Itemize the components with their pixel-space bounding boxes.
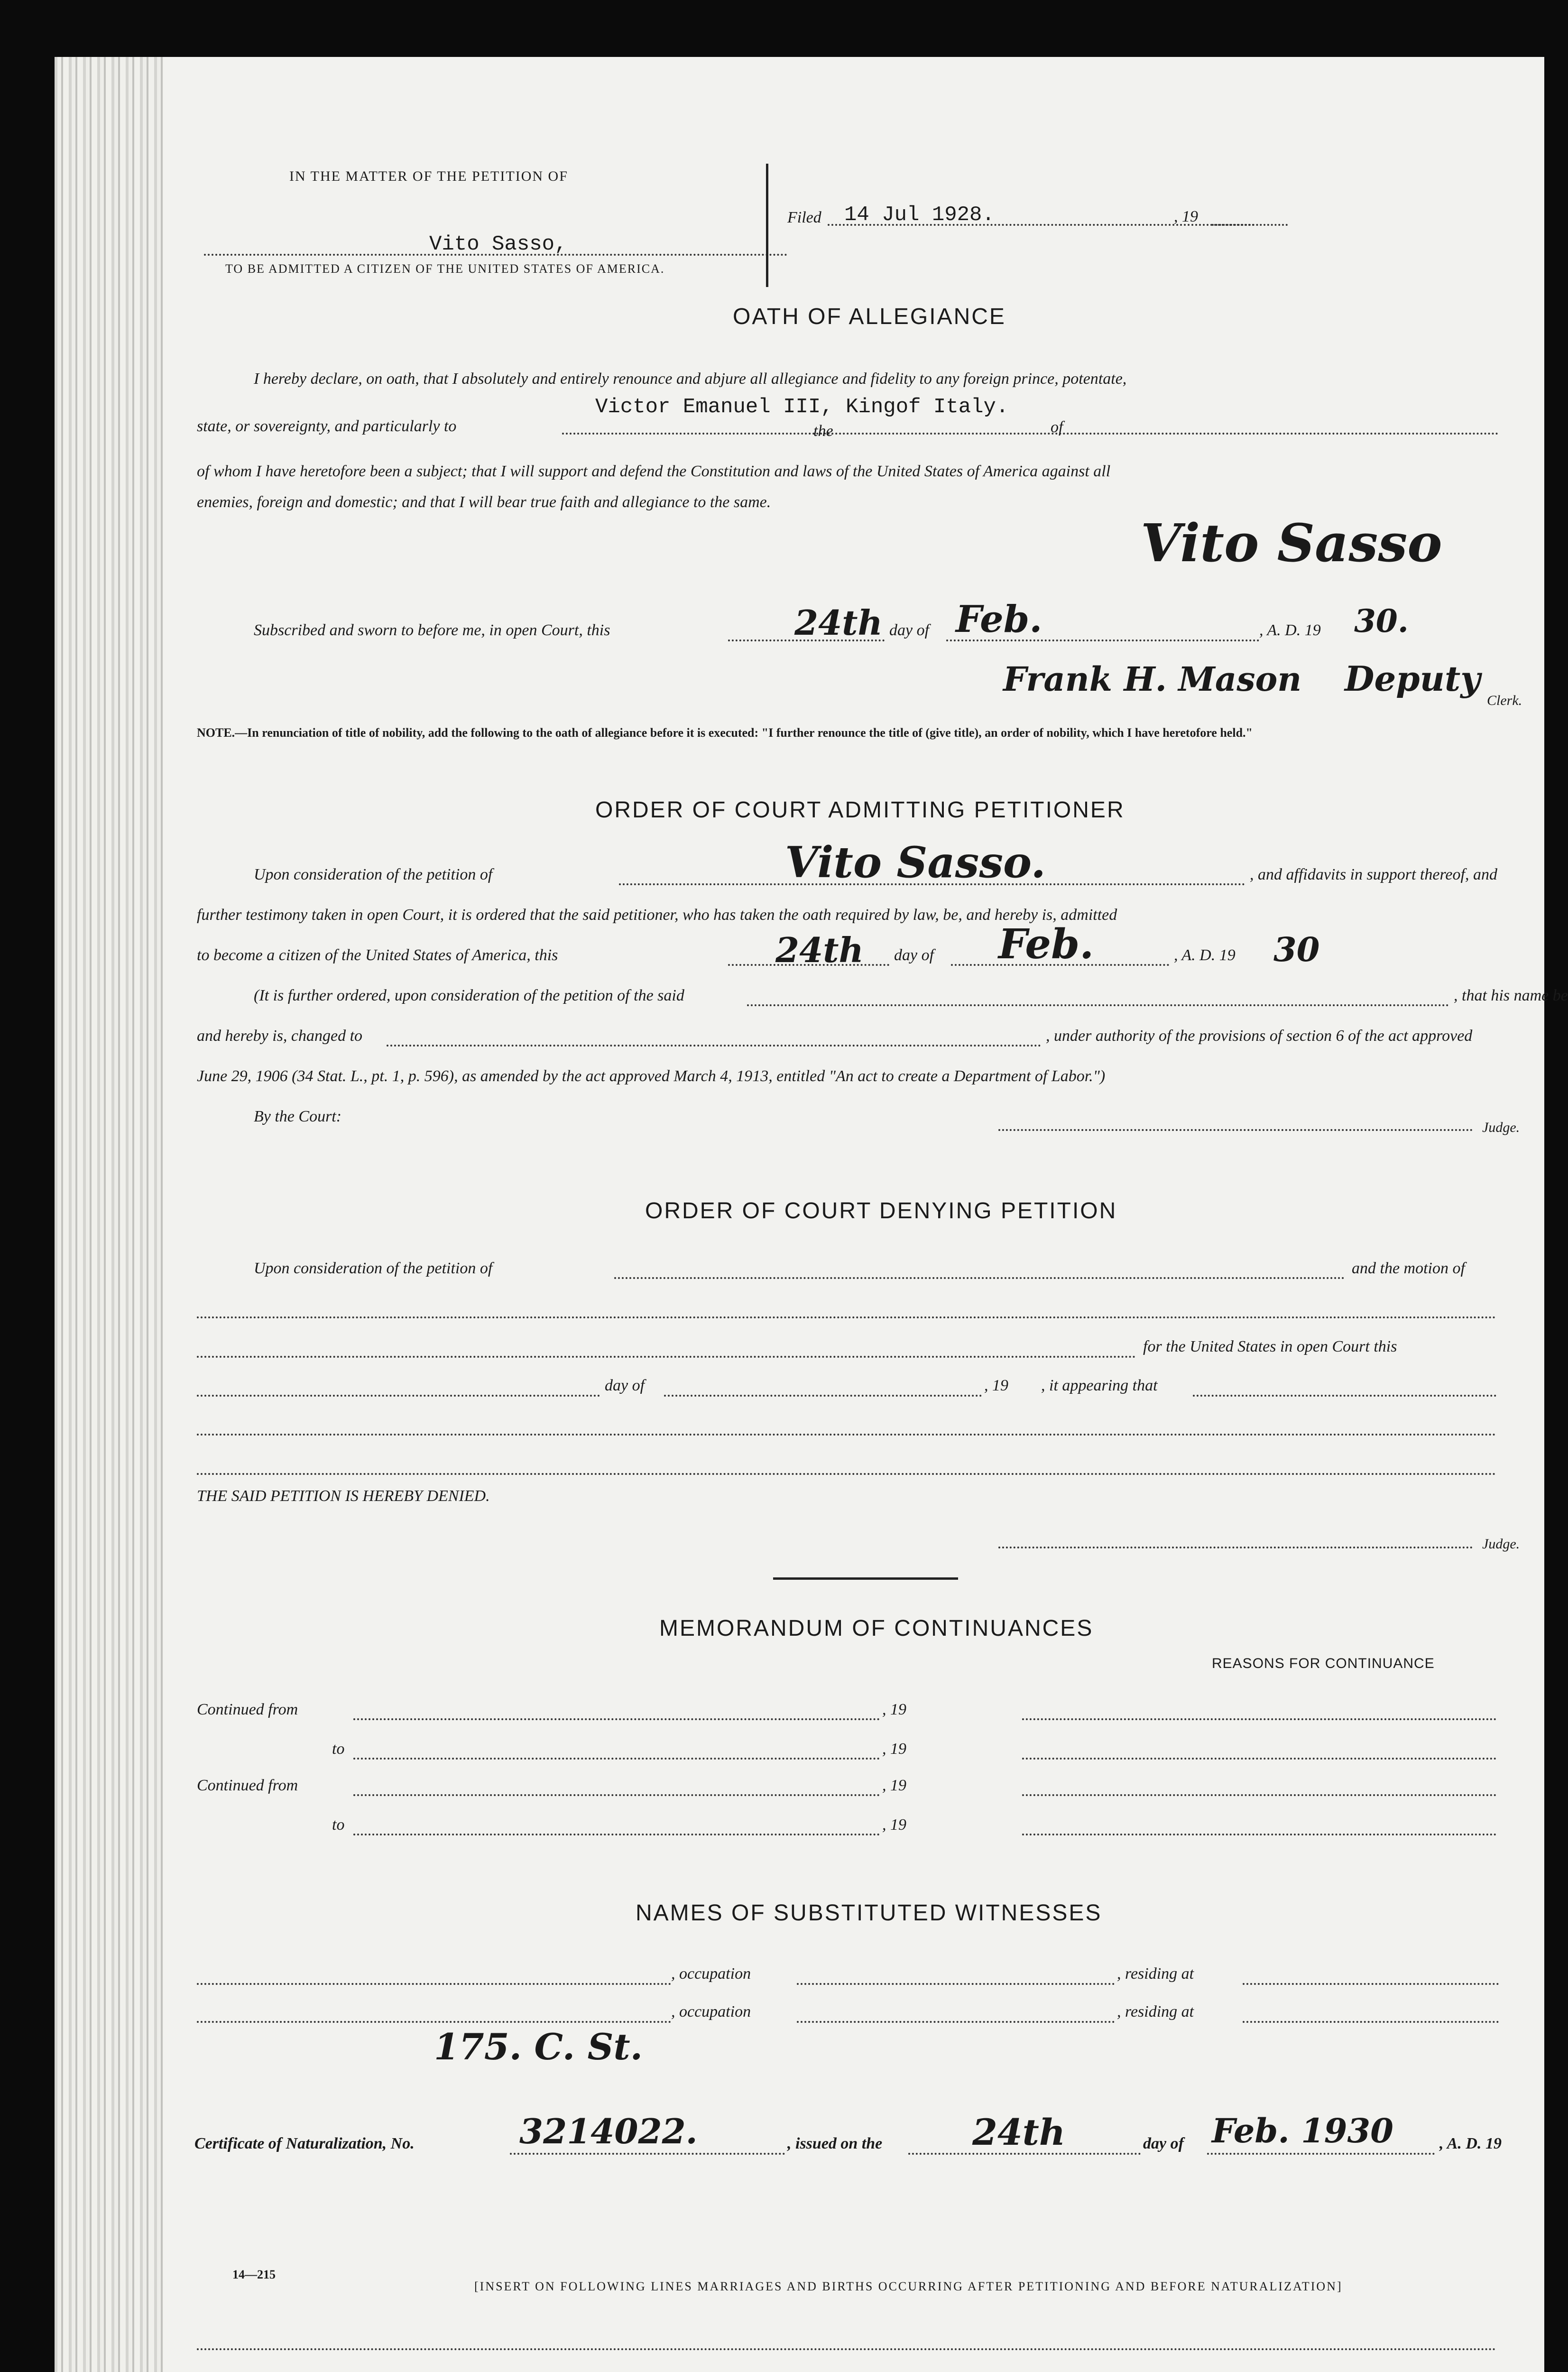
sworn-day-of: day of <box>889 621 930 639</box>
sovereign-name: Victor Emanuel III, Kingof Italy. <box>595 395 1009 419</box>
form-number: 14—215 <box>232 2268 276 2281</box>
witness-1-name-line <box>197 1983 671 1985</box>
deny-denied: THE SAID PETITION IS HEREBY DENIED. <box>197 1487 490 1505</box>
deny-line-1: Upon consideration of the petition of <box>254 1260 493 1277</box>
witness-2-name-line <box>197 2021 671 2023</box>
admit-name-change-line <box>747 1004 1449 1006</box>
deny-year: , 19 <box>984 1377 1008 1394</box>
oath-the: the <box>813 422 833 440</box>
admit-line-1: Upon consideration of the petition of <box>254 866 493 883</box>
clerk-signature: Frank H. Mason <box>1003 659 1302 699</box>
section-divider <box>773 1577 958 1580</box>
petitioner-name: Vito Sasso, <box>429 232 567 256</box>
admit-year: 30 <box>1273 930 1320 969</box>
oath-line-3: of whom I have heretofore been a subject; that I will support and defend the Constitution and laws of the United States of America against all <box>197 463 1111 480</box>
footer-line-1 <box>197 2348 1496 2350</box>
header-brace <box>752 164 768 287</box>
deny-month-line <box>664 1395 982 1397</box>
admit-title: ORDER OF COURT ADMITTING PETITIONER <box>595 797 1125 823</box>
admit-line-5: and hereby is, changed to <box>197 1027 363 1045</box>
admit-judge-line <box>998 1129 1473 1131</box>
clerk-label: Clerk. <box>1487 693 1522 708</box>
reasons-label: REASONS FOR CONTINUANCE <box>1212 1656 1435 1671</box>
cont-row-2-reason <box>1022 1758 1496 1760</box>
witness-1-residing: , residing at <box>1117 1965 1194 1983</box>
deny-appearing-line <box>1193 1395 1496 1397</box>
cont-row-1-label: Continued from <box>197 1701 298 1718</box>
document-page <box>55 57 1568 2372</box>
admit-line-4: (It is further ordered, upon consideration of the petition of the said <box>254 987 684 1004</box>
oath-line-4: enemies, foreign and domestic; and that I will bear true faith and allegiance to the same. <box>197 493 771 511</box>
cont-row-2-year: , 19 <box>882 1740 906 1758</box>
cont-row-1-reason <box>1022 1718 1496 1720</box>
oath-line-1: I hereby declare, on oath, that I absolutely and entirely renounce and abjure all allegiance and fidelity to any foreign prince, potentate, <box>254 370 1127 388</box>
certificate-number: 3214022. <box>519 2111 698 2151</box>
admit-day: 24th <box>775 930 864 970</box>
admit-line-1-post: , and affidavits in support thereof, and <box>1250 866 1497 883</box>
admit-line-2: further testimony taken in open Court, it is ordered that the said petitioner, who has taken the oath required by law, be, and hereby is, admitted <box>197 906 1117 924</box>
witness-1-occupation-line <box>797 1983 1115 1985</box>
witness-2-occupation: , occupation <box>671 2003 751 2020</box>
cont-row-3-year: , 19 <box>882 1777 906 1794</box>
cont-row-4-line <box>353 1834 880 1835</box>
footer-instruction: [INSERT ON FOLLOWING LINES MARRIAGES AND BIRTHS OCCURRING AFTER PETITIONING AND BEFORE NATURALIZATION] <box>474 2279 1343 2293</box>
oath-title: OATH OF ALLEGIANCE <box>733 304 1006 329</box>
deny-judge-line <box>998 1547 1473 1548</box>
cont-row-3-line <box>353 1794 880 1796</box>
petitioner-signature: Vito Sasso <box>1141 512 1442 574</box>
cont-row-3-label: Continued from <box>197 1777 298 1794</box>
certificate-date: Feb. 1930 <box>1212 2111 1393 2150</box>
witness-2-residing-line <box>1243 2021 1499 2023</box>
cont-row-1-year: , 19 <box>882 1701 906 1718</box>
admit-line-3: to become a citizen of the United States of America, this <box>197 946 558 964</box>
certificate-date-line <box>1207 2153 1435 2155</box>
deny-judge: Judge. <box>1482 1536 1520 1552</box>
sworn-month: Feb. <box>956 598 1042 641</box>
sworn-year: 30. <box>1354 602 1409 639</box>
admit-changed-to-line <box>387 1045 1041 1047</box>
sworn-day: 24th <box>794 602 883 643</box>
deny-line-6 <box>197 1473 1496 1475</box>
cont-row-2-label: to <box>332 1740 345 1758</box>
witness-1-residing-line <box>1243 1983 1499 1985</box>
admit-ad: , A. D. 19 <box>1174 946 1236 964</box>
certificate-day: 24th <box>972 2111 1066 2153</box>
filed-year: , 19 <box>1174 208 1198 225</box>
continuances-title: MEMORANDUM OF CONTINUANCES <box>659 1616 1094 1641</box>
deny-title: ORDER OF COURT DENYING PETITION <box>645 1198 1117 1223</box>
admit-line-6: June 29, 1906 (34 Stat. L., pt. 1, p. 596), as amended by the act approved March 4, 1913, entitled "An act to create a Department of Labor.") <box>197 1067 1106 1085</box>
witness-2-residing: , residing at <box>1117 2003 1194 2020</box>
filed-label: Filed <box>787 209 821 226</box>
sworn-ad: , A. D. 19 <box>1259 621 1321 639</box>
sovereign-line <box>562 433 1499 435</box>
admit-day-of: day of <box>894 946 934 964</box>
admit-judge: Judge. <box>1482 1120 1520 1135</box>
deny-line-5 <box>197 1434 1496 1436</box>
deny-day-line <box>197 1395 600 1397</box>
deny-name-line <box>614 1277 1345 1279</box>
by-the-court: By the Court: <box>254 1108 342 1125</box>
witnesses-title: NAMES OF SUBSTITUTED WITNESSES <box>636 1900 1102 1926</box>
deny-line-3-post: for the United States in open Court this <box>1143 1338 1397 1355</box>
admit-line-4-post: , that his name be <box>1454 987 1568 1004</box>
cont-row-3-reason <box>1022 1794 1496 1796</box>
cont-row-2-line <box>353 1758 880 1760</box>
cont-row-4-year: , 19 <box>882 1816 906 1834</box>
deny-appearing: , it appearing that <box>1041 1377 1158 1394</box>
filed-date: 14 Jul 1928. <box>844 203 995 227</box>
admit-line-5-post: , under authority of the provisions of section 6 of the act approved <box>1046 1027 1473 1045</box>
deputy-signature: Deputy <box>1345 658 1481 699</box>
cont-row-1-line <box>353 1718 880 1720</box>
witness-1-occupation: , occupation <box>671 1965 751 1983</box>
admit-name: Vito Sasso. <box>785 837 1046 888</box>
petitioner-line <box>204 254 787 256</box>
witness-2-occupation-line <box>797 2021 1115 2023</box>
deny-line-3 <box>197 1356 1136 1358</box>
certificate-ad: , A. D. 19 <box>1439 2135 1502 2152</box>
cont-row-4-reason <box>1022 1834 1496 1835</box>
sworn-text: Subscribed and sworn to before me, in open Court, this <box>254 621 610 639</box>
oath-line-2: state, or sovereignty, and particularly to <box>197 417 457 435</box>
nobility-note: NOTE.—In renunciation of title of nobility, add the following to the oath of allegiance before it is executed: "I further renounce the title of (give title), an order of nobility, which I have heretofore held." <box>197 726 1253 740</box>
deny-line-1-post: and the motion of <box>1352 1260 1465 1277</box>
certificate-issued: , issued on the <box>787 2135 883 2152</box>
filed-year-line <box>1212 224 1288 226</box>
matter-label: IN THE MATTER OF THE PETITION OF <box>289 168 568 184</box>
certificate-label: Certificate of Naturalization, No. <box>194 2135 415 2152</box>
page-edge-shadow <box>55 57 164 2372</box>
certificate-day-of: day of <box>1143 2135 1184 2152</box>
deny-line-2 <box>197 1316 1496 1318</box>
admit-month: Feb. <box>998 920 1094 968</box>
certificate-number-line <box>510 2153 785 2155</box>
oath-of: of <box>1051 418 1063 436</box>
witness-handwritten-note: 175. C. St. <box>434 2026 643 2068</box>
cont-row-4-label: to <box>332 1816 345 1834</box>
admit-caption: TO BE ADMITTED A CITIZEN OF THE UNITED STATES OF AMERICA. <box>225 262 665 276</box>
deny-day-of: day of <box>605 1377 645 1394</box>
